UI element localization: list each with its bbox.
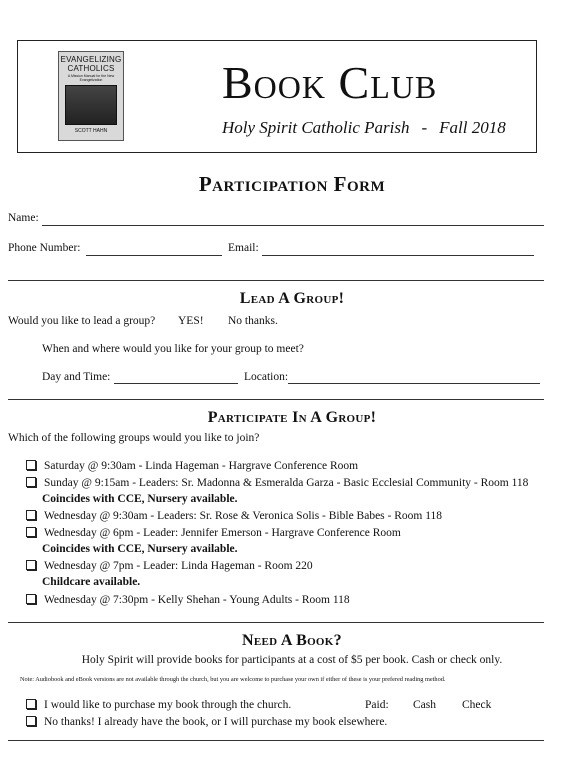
location-label: Location:	[244, 371, 289, 383]
book-cover-subtitle: A Mission Manual for the New Evangelization	[67, 74, 115, 82]
group-label: Wednesday @ 6pm - Leader: Jennifer Emerson - Hargrave Conference Room	[44, 527, 401, 539]
lead-yes-option[interactable]: YES!	[178, 315, 204, 327]
phone-label: Phone Number:	[8, 242, 81, 254]
season: Fall 2018	[439, 118, 506, 137]
group-note: Coincides with CCE, Nursery available.	[42, 493, 238, 505]
email-field[interactable]	[262, 255, 534, 256]
purchase-label: I would like to purchase my book through the church.	[44, 699, 292, 711]
purchase-option[interactable]	[26, 699, 291, 711]
group-note: Coincides with CCE, Nursery available.	[42, 543, 238, 555]
checkbox[interactable]	[26, 594, 36, 604]
cash-option[interactable]: Cash	[413, 699, 436, 711]
checkbox[interactable]	[26, 560, 36, 570]
location-field[interactable]	[288, 383, 540, 384]
lead-group-heading: Lead A Group!	[239, 290, 345, 307]
group-option[interactable]	[26, 510, 442, 522]
book-cover-image	[58, 51, 124, 141]
section-divider	[8, 280, 544, 281]
group-note: Childcare available.	[42, 576, 141, 588]
book-cover-title: EVANGELIZING CATHOLICS	[60, 55, 122, 73]
participate-question: Which of the following groups would you like to join?	[8, 432, 260, 444]
parish-name: Holy Spirit Catholic Parish	[222, 118, 410, 137]
check-option[interactable]: Check	[462, 699, 492, 711]
group-label: Saturday @ 9:30am - Linda Hageman - Hargrave Conference Room	[44, 460, 359, 472]
book-cover-photo	[65, 85, 117, 125]
group-option[interactable]	[26, 594, 350, 606]
subtitle-dash: -	[421, 118, 428, 137]
day-time-field[interactable]	[114, 383, 238, 384]
group-option[interactable]	[26, 460, 358, 472]
group-label: Wednesday @ 7:30pm - Kelly Shehan - Young Adults - Room 118	[44, 594, 350, 606]
group-option[interactable]	[26, 527, 401, 539]
checkbox[interactable]	[26, 477, 36, 487]
page-title: Book Club	[222, 57, 438, 108]
lead-question: Would you like to lead a group?	[8, 315, 156, 327]
form-title: Participation Form	[198, 172, 386, 196]
group-option[interactable]	[26, 477, 528, 489]
participate-heading: Participate In A Group!	[207, 409, 377, 426]
email-label: Email:	[228, 242, 259, 254]
group-option[interactable]	[26, 560, 313, 572]
meeting-question: When and where would you like for your group to meet?	[42, 343, 304, 355]
name-field[interactable]	[42, 225, 544, 226]
book-note: Note: Audiobook and eBook versions are not available through the church, but you are welcome to purchase your own if either of these is your prefered reading method.	[20, 676, 446, 683]
book-info: Holy Spirit will provide books for participants at a cost of $5 per book. Cash or check only.	[81, 654, 503, 666]
section-divider	[8, 622, 544, 623]
checkbox[interactable]	[26, 716, 36, 726]
decline-label: No thanks! I already have the book, or I will purchase my book elsewhere.	[44, 716, 388, 728]
group-label: Wednesday @ 9:30am - Leaders: Sr. Rose & Veronica Solis - Bible Babes - Room 118	[44, 510, 443, 522]
section-divider	[8, 399, 544, 400]
checkbox[interactable]	[26, 460, 36, 470]
section-divider	[8, 740, 544, 741]
phone-field[interactable]	[86, 255, 222, 256]
name-label: Name:	[8, 212, 39, 224]
parish-season	[222, 118, 506, 138]
decline-option[interactable]	[26, 716, 387, 728]
book-cover-author: SCOTT HAHN	[74, 128, 108, 134]
need-book-heading: Need A Book?	[242, 632, 342, 649]
checkbox[interactable]	[26, 699, 36, 709]
group-label: Wednesday @ 7pm - Leader: Linda Hageman - Room 220	[44, 560, 313, 572]
group-label: Sunday @ 9:15am - Leaders: Sr. Madonna & Esmeralda Garza - Basic Ecclesial Community - Room 118	[44, 477, 529, 489]
lead-no-option[interactable]: No thanks.	[228, 315, 278, 327]
day-time-label: Day and Time:	[42, 371, 111, 383]
checkbox[interactable]	[26, 510, 36, 520]
checkbox[interactable]	[26, 527, 36, 537]
paid-label: Paid:	[365, 699, 389, 711]
